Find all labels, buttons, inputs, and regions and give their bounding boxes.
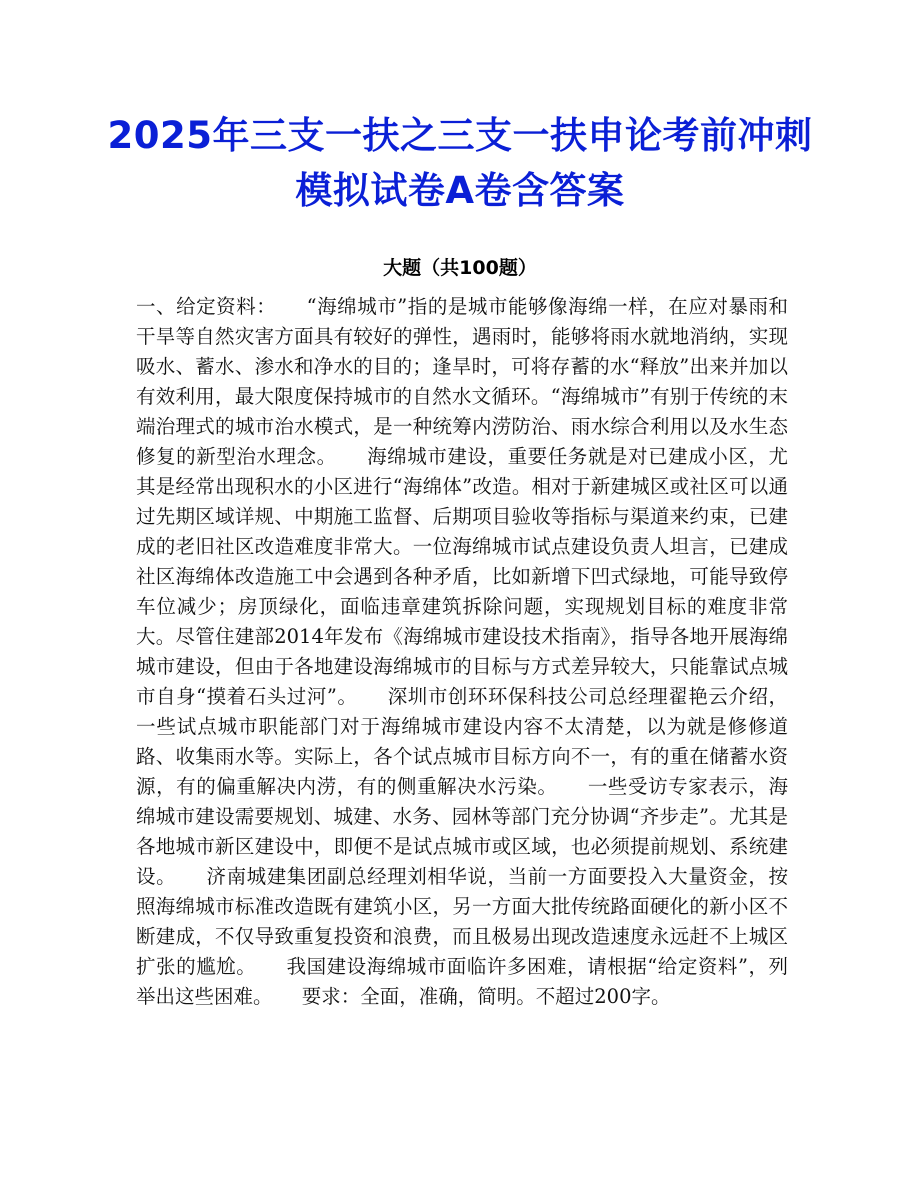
section-heading: 大题（共100题） [383, 257, 537, 279]
document-title: 2025年三支一扶之三支一扶申论考前冲刺模拟试卷A卷含答案 [107, 114, 813, 212]
question-text: 一、给定资料： “海绵城市”指的是城市能够像海绵一样，在应对暴雨和干旱等自然灾害方面具有较好的弹性，遇雨时，能够将雨水就地消纳，实现吸水、蓄水、渗水和净水的目的；逢旱时，可将存蓄的水“释放”出来并加以有效利用，最大限度保持城市的自然水文循环。“海绵城市”有别于传统的末端治理式的城市治水模式，是一种统筹内涝防治、雨水综合利用以及水生态修复的新型治水理念。 海绵城市建设，重要任务就是对已建成小区，尤其是经常出现积水的小区进行“海绵体”改造。相对于新建城区或社区可以通过先期区域详规、中期施工监督、后期项目验收等指标与渠道来约束，已建成的老旧社区改造难度非常大。一位海绵城市试点建设负责人坦言，已建成社区海绵体改造施工中会遇到各种矛盾，比如新增下凹式绿地，可能导致停车位减少；房顶绿化，面临违章建筑拆除问题，实现规划目标的难度非常大。尽管住建部2014年发布《海绵城市建设技术指南》，指导各地开展海绵城市建设，但由于各地建设海绵城市的目标与方式差异较大，只能靠试点城市自身“摸着石头过河”。 深圳市创环环保科技公司总经理翟艳云介绍，一些试点城市职能部门对于海绵城市建设内容不太清楚，以为就是修修道路、收集雨水等。实际上，各个试点城市目标方向不一，有的重在储蓄水资源，有的偏重解决内涝，有的侧重解决水污染。 一些受访专家表示，海绵城市建设需要规划、城建、水务、园林等部门充分协调“齐步走”。尤其是各地城市新区建设中，即便不是试点城市或区域，也必须提前规划、系统建设。 济南城建集团副总经理刘相华说，当前一方面要投入大量资金，按照海绵城市标准改造既有建筑小区，另一方面大批传统路面硬化的新小区不断建成，不仅导致重复投资和浪费，而且极易出现改造速度永远赶不上城区扩张的尴尬。 我国建设海绵城市面临许多困难，请根据“给定资料”，列举出这些困难。 要求：全面，准确，简明。不超过200字。 [136, 295, 788, 1008]
